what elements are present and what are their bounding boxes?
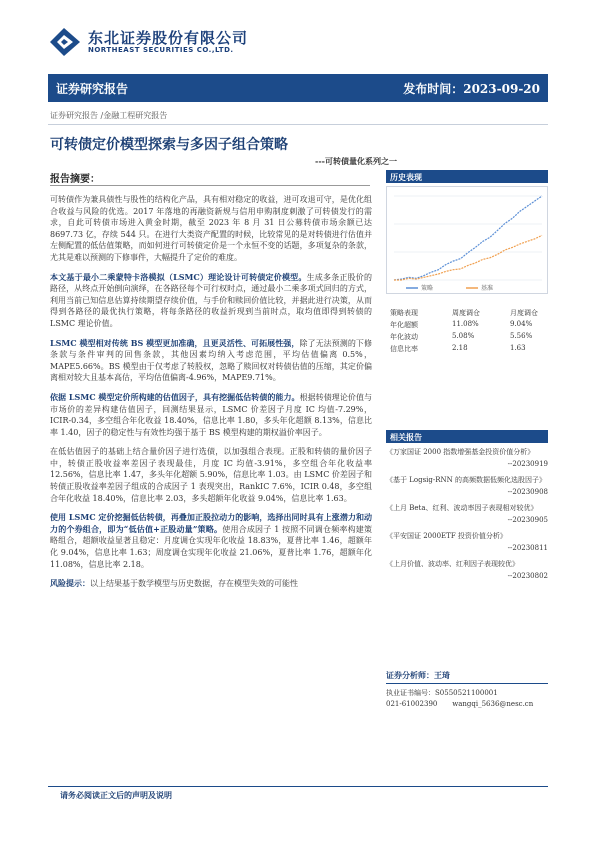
analyst-email[interactable]: wangqi_5636@nesc.cn: [452, 700, 534, 708]
chart-series-line: [394, 196, 542, 280]
publish-date-label: 发布时间：2023-09-20: [403, 82, 540, 96]
analyst-divider: [386, 683, 548, 684]
related-report-title[interactable]: 《平安国证 2000ETF 投资价值分析》: [386, 532, 507, 540]
table-cell: 9.04%: [510, 320, 533, 328]
legend-label: 策略: [421, 285, 434, 292]
table-cell: 1.63: [510, 344, 526, 352]
related-report-date: --20230811: [507, 544, 548, 552]
report-band: [48, 74, 548, 102]
company-name-cn: 东北证券股份有限公司: [88, 29, 249, 47]
paragraph: 可转债作为兼具债性与股性的结构化产品，具有相对稳定的收益，进可攻退可守，是优化组合收益与风险的优选。2017 年落地的再融资新规与信用申购制度刺激了可转债发行的需求，自此可转债市场进入黄金时期，截至 2023 年 8 月 31 日公募转债市场余额已达 8697.73 亿，存续 544 只。在进行大类资产配置的时候，比较常见的是对转债进行估值并左侧配置的低估值策略，而如何进行可转债定价是一个永恒不变的话题，多项复杂的条款，尤其是难以预测的下修事件，大幅提升了定价的难度。: [50, 195, 372, 262]
related-report-title[interactable]: 《万家国证 2000 指数增强基金投资价值分析》: [386, 448, 535, 456]
table-header-cell: 策略表现: [390, 309, 418, 317]
paragraph: LSMC 模型相对传统 BS 模型更加准确，且更灵活性、可拓展性强，除了无法预测的下修条款与条件审判的回售条款，其他因素均纳入考虑范围，平均估值偏离 0.5%，MAPE5.66%。BS 模型由于仅考虑了转股权，忽略了赎回权对转债估值的压缩，其定价偏离相对较大且基本高估，平均估值偏离-4.96%，MAPE9.71%。: [50, 337, 372, 383]
paragraph: 依据 LSMC 模型定价所构建的估值因子，具有挖掘低估转债的能力。根据转债理论价值与市场价的差异构建估值因子，回测结果显示，LSMC 价差因子月度 IC 均值-7.29%，ICIR-0.34，多空组合年化收益 18.40%，信息比率 1.80，多头年化超额 8.13%，信息比率 1.40，因子的稳定性与有效性均强于基于 BS 模型构建的期权溢价率因子。: [50, 391, 372, 437]
table-cell: 信息比率: [390, 345, 418, 353]
company-name-en: NORTHEAST SECURITIES CO.,LTD.: [88, 46, 234, 54]
report-title: 可转债定价模型探索与多因子组合策略: [50, 137, 288, 153]
list-item[interactable]: [386, 531, 548, 553]
analyst-contact: [386, 699, 548, 710]
related-report-date: --20230905: [507, 516, 548, 524]
table-cell: 2.18: [452, 344, 468, 352]
table-cell: 年化波动: [390, 333, 418, 341]
list-item[interactable]: [386, 503, 548, 525]
divider: [48, 124, 548, 125]
analyst-block: [386, 670, 548, 710]
paragraph: 使用 LSMC 定价挖掘低估转债，再叠加正股拉动力的影响，选择出同时具有上涨潜力和动力的个券组合，即为“低估值+正股动量”策略。使用合成因子 1 按照不同调仓频率构建策略组合，超额收益显著且稳定：月度调仓实现年化收益 18.83%，夏普比率 1.46，超额年化 9.04%，信息比率 1.63；周度调仓实现年化收益 21.06%，夏普比率 1.76，超额年化 11.08%，信息比率 2.18。: [50, 512, 372, 569]
perf-header-bar: [386, 170, 548, 183]
legend-label: 基准: [481, 285, 494, 292]
performance-chart: [386, 186, 548, 294]
related-report-title[interactable]: 《上月价值、波动率、红利因子表现较优》: [386, 560, 519, 568]
table-header-cell: 周度调仓: [452, 309, 480, 317]
report-type-label: 证券研究报告: [56, 82, 129, 96]
footer-note: 请务必阅读正文后的声明及说明: [60, 790, 172, 800]
paragraph: 在低估值因子的基础上结合量价因子进行选债，以加强组合表现。正股和转债的量价因子中，转债正股收益率差因子表现最佳，月度 IC 均值-3.91%，多空组合年化收益率 12.56%，信息比率 1.47，多头年化超额 5.90%，信息比率 1.03。由 LSMC 价差因子和转债正股收益率差因子组成的合成因子 1 表现突出，RankIC 7.6%，ICIR 0.48，多空组合年化收益 18.40%，信息比率 2.03，多头超额年化收益 9.04%，信息比率 1.63。: [50, 447, 372, 503]
related-report-title[interactable]: 《基于 Logsig-RNN 的高频数据低频化选股因子》: [386, 476, 546, 484]
report-subtitle: ---可转债量化系列之一: [315, 156, 397, 166]
table-cell: 5.56%: [510, 332, 533, 340]
related-reports-list: [386, 447, 548, 587]
related-report-date: --20230908: [507, 488, 548, 496]
table-cell: 年化超额: [390, 321, 418, 329]
table-cell: 5.08%: [452, 332, 475, 340]
list-item[interactable]: [386, 475, 548, 497]
chart-series-line: [394, 235, 542, 280]
table-cell: 11.08%: [452, 320, 479, 328]
abstract-divider: [50, 185, 370, 186]
abstract-heading: 报告摘要：: [50, 174, 100, 185]
abstract-body: [50, 194, 372, 598]
breadcrumb: 证券研究报告 /金融工程研究报告: [50, 111, 168, 120]
perf-header-label: 历史表现: [390, 172, 422, 182]
paragraph: 本文基于最小二乘蒙特卡洛模拟（LSMC）理论设计可转债定价模型。生成多条正股价的路径，从终点开始倒向演绎，在各路径每个可行权时点，通过最小二乘多项式回归的方式，利用当前已知信息估算持续期望存续价值，与手价和赎回价值比较，并据此进行决策，从而得到各路径的最优执行策略，将每条路径的收益折现到当前时点，取均值即得到转债的 LSMC 理论价值。: [50, 271, 373, 328]
analyst-title: 证券分析师：王琦: [386, 670, 450, 680]
footer-divider: [48, 786, 548, 787]
company-logo-icon: [48, 26, 82, 58]
related-report-date: --20230802: [507, 572, 548, 580]
company-header: [48, 26, 308, 62]
related-header-label: 相关报告: [390, 432, 422, 442]
analyst-license: 执业证书编号：S0550521100001: [386, 689, 498, 697]
list-item[interactable]: [386, 559, 548, 581]
analyst-phone: 021-61002390: [386, 700, 438, 708]
related-report-date: --20230919: [507, 460, 548, 468]
related-report-title[interactable]: 《上月 Beta、红利、波动率因子表现相对较优》: [386, 504, 538, 512]
related-header-bar: [386, 430, 548, 443]
table-header-cell: 月度调仓: [510, 309, 538, 317]
paragraph: 风险提示：以上结果基于数学模型与历史数据，存在模型失效的可能性: [50, 578, 298, 589]
list-item[interactable]: [386, 447, 548, 469]
